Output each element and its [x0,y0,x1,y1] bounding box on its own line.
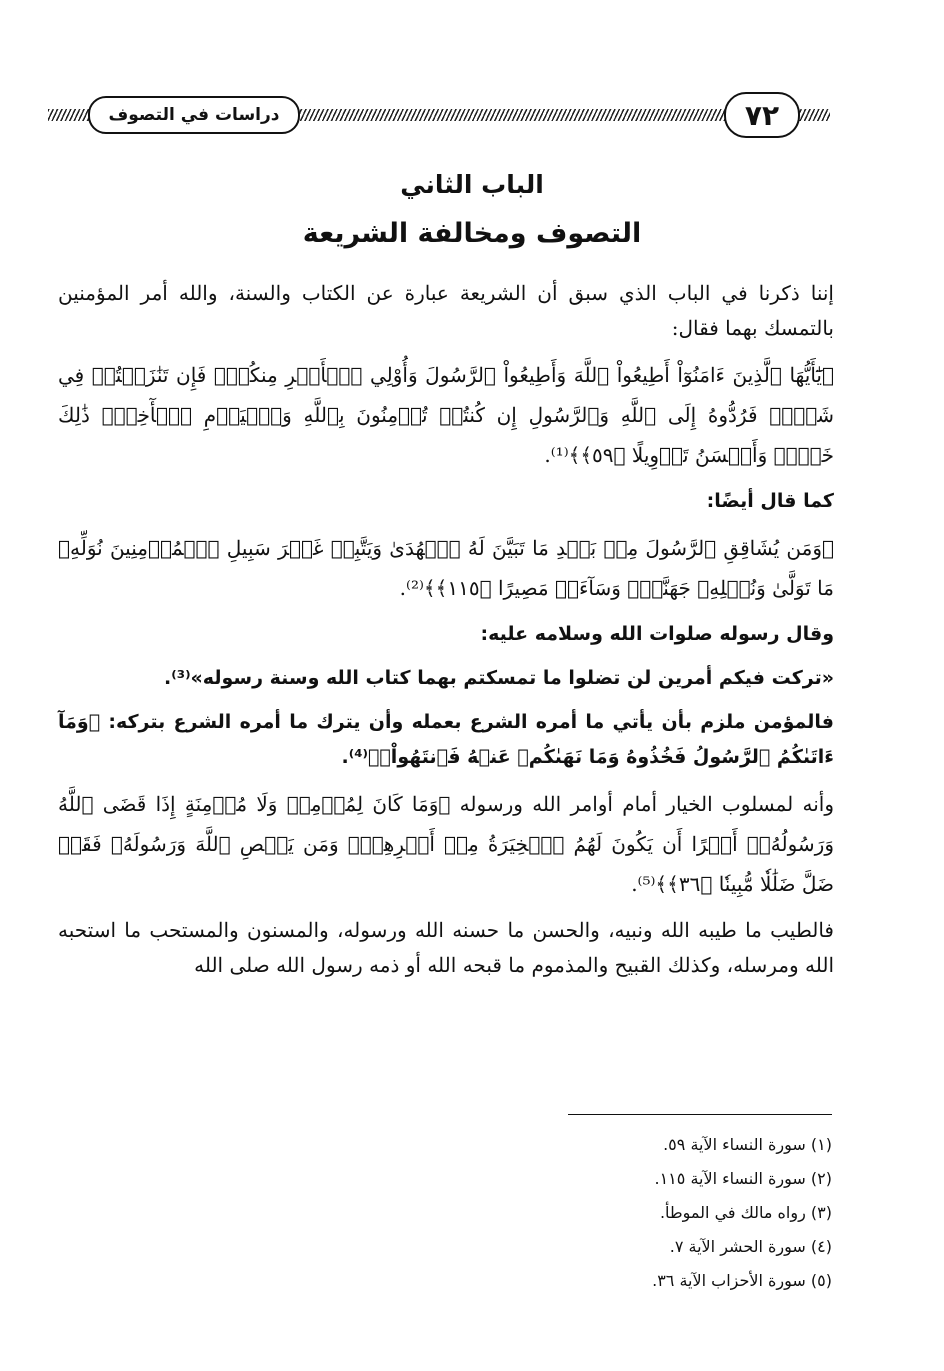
body-text [58,276,834,992]
paragraph: وأنه لمسلوب الخيار أمام أوامر الله ورسوله ﴿وَمَا كَانَ لِمُؤۡمِنٖ وَلَا مُؤۡمِنَةٍ إِذَا قَضَى ٱللَّهُ وَرَسُولُهُۥٓ أَمۡرًا أَن يَكُونَ لَهُمُ ٱلۡخِيَرَةُ مِنۡ أَمۡرِهِمۡۗ وَمَن يَعۡصِ ٱللَّهَ وَرَسُولَهُۥ فَقَدۡ ضَلَّ ضَلَٰلٗا مُّبِينٗا ﴿٣٦﴾﴾⁽⁵⁾. [58,792,834,896]
footnote: (٥) سورة الأحزاب الآية ٣٦. [652,1271,832,1290]
paragraph-lead: كما قال أيضًا: [706,490,834,512]
footnote: (٣) رواه مالك في الموطأ. [659,1203,832,1222]
header-ornament-right [796,109,830,121]
hadith-quote: «تركت فيكم أمرين لن تضلوا ما تمسكتم بهما كتاب الله وسنة رسوله»⁽³⁾. [164,667,834,689]
header-ornament-middle [292,109,728,121]
paragraph: فالمؤمن ملزم بأن يأتي ما أمره الشرع بعمله وأن يترك ما أمره الشرع بتركه: ﴿وَمَآ ءَاتَىٰكُمُ ٱلرَّسُولُ فَخُذُوهُ وَمَا نَهَىٰكُمۡ عَنۡهُ فَٱنتَهُواْۚ﴾⁽⁴⁾. [58,711,834,768]
paragraph: فالطيب ما طيبه الله ونبيه، والحسن ما حسنه الله ورسوله، والمسنون والمستحب ما استحبه الله ومرسله، وكذلك القبيح والمذموم ما قبحه الله أو ذمه رسول الله صلى الله [58,918,834,977]
footnotes [432,1128,832,1298]
part-heading: الباب الثاني [400,170,544,199]
paragraph-lead: وقال رسوله صلوات الله وسلامه عليه: [480,623,834,645]
footnote: (١) سورة النساء الآية ٥٩. [663,1135,832,1154]
running-header [40,92,830,142]
quran-quote: ﴿يَٰٓأَيُّهَا ٱلَّذِينَ ءَامَنُوٓاْ أَطِيعُواْ ٱللَّهَ وَأَطِيعُواْ ٱلرَّسُولَ وَأُوْلِي ٱلۡأَمۡرِ مِنكُمۡۖ فَإِن تَنَٰزَعۡتُمۡ فِي شَيۡءٖ فَرُدُّوهُ إِلَى ٱللَّهِ وَٱلرَّسُولِ إِن كُنتُمۡ تُؤۡمِنُونَ بِٱللَّهِ وَٱلۡيَوۡمِ ٱلۡأٓخِرِۚ ذَٰلِكَ خَيۡرٞ وَأَحۡسَنُ تَأۡوِيلًا ﴿٥٩﴾﴾⁽¹⁾. [58,363,834,467]
page-number: ٧٢ [724,92,800,138]
footnote: (٤) سورة الحشر الآية ٧. [669,1237,832,1256]
footnote-divider [568,1114,832,1115]
book-title: دراسات في التصوف [88,96,300,134]
footnote: (٢) سورة النساء الآية ١١٥. [654,1169,832,1188]
paragraph: إننا ذكرنا في الباب الذي سبق أن الشريعة عبارة عن الكتاب والسنة، والله أمر المؤمنين بالتمسك بهما فقال: [58,281,834,340]
quran-quote: ﴿وَمَن يُشَاقِقِ ٱلرَّسُولَ مِنۢ بَعۡدِ مَا تَبَيَّنَ لَهُ ٱلۡهُدَىٰ وَيَتَّبِعۡ غَيۡرَ سَبِيلِ ٱلۡمُؤۡمِنِينَ نُوَلِّهِۦ مَا تَوَلَّىٰ وَنُصۡلِهِۦ جَهَنَّمَۖ وَسَآءَتۡ مَصِيرًا ﴿١١٥﴾﴾⁽²⁾. [58,536,834,600]
chapter-title: التصوف ومخالفة الشريعة [302,218,642,249]
